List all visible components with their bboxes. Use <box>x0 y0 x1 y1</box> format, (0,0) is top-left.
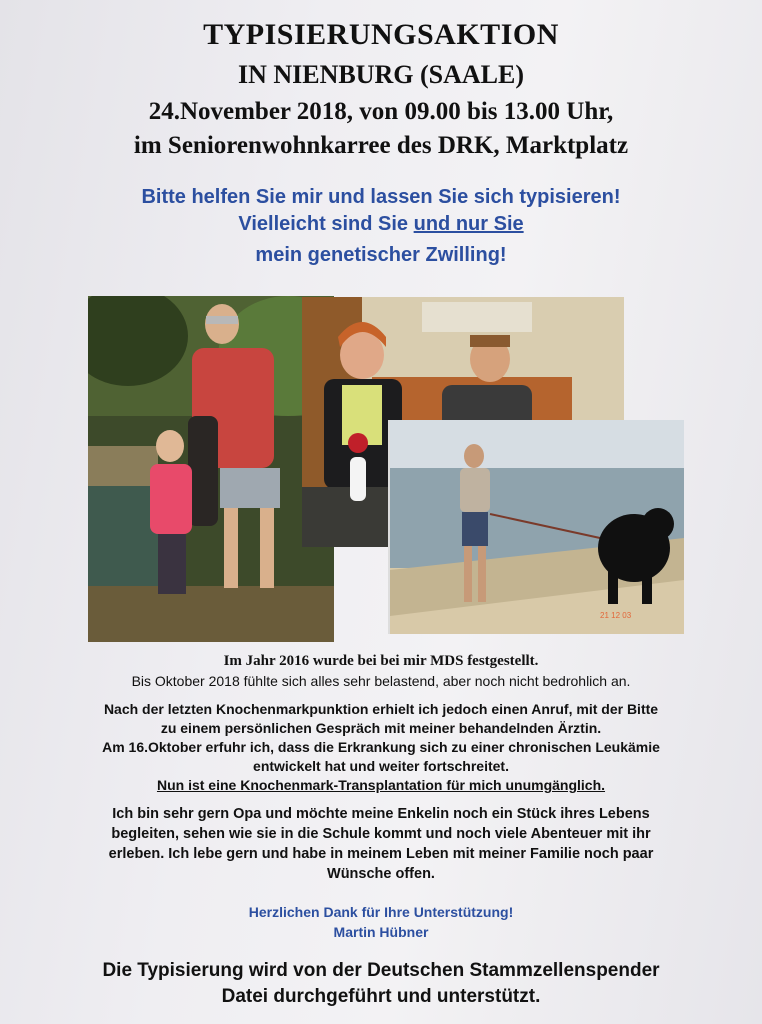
story-p3-line-3: erleben. Ich lebe gern und habe in meinem Leben mit meiner Familie noch paar <box>108 846 654 862</box>
story-p2-line-3: Am 16.Oktober erfuhr ich, dass die Erkrankung sich zu einer chronischen Leukämie <box>102 739 660 755</box>
appeal-line-2 <box>0 213 762 236</box>
photo-beach <box>390 420 684 634</box>
story-line-2: Bis Oktober 2018 fühlte sich alles sehr belastend, aber noch nicht bedrohlich an. <box>131 673 631 689</box>
appeal-line-3: mein genetischer Zwilling! <box>255 244 507 266</box>
closing-line-1: Die Typisierung wird von der Deutschen Stammzellenspender <box>102 960 660 981</box>
story-p2-line-1: Nach der letzten Knochenmarkpunktion erhielt ich jedoch einen Anruf, mit der Bitte <box>103 701 659 717</box>
story-p2-line-2: zu einem persönlichen Gespräch mit meiner behandelnden Ärztin. <box>160 720 602 736</box>
thanks-line: Herzlichen Dank für Ihre Unterstützung! <box>248 904 514 920</box>
photo-garden <box>88 296 334 642</box>
flyer-date: 24.November 2018, von 09.00 bis 13.00 Uhr, <box>148 98 614 125</box>
photo-date-stamp: 21 12 03 <box>600 611 632 620</box>
story-p3-line-1: Ich bin sehr gern Opa und möchte meine Enkelin noch ein Stück ihres Lebens <box>112 806 650 822</box>
story-line-1: Im Jahr 2016 wurde bei bei mir MDS festgestellt. <box>223 653 539 669</box>
appeal-line-2-text: Vielleicht sind Sie <box>238 213 414 235</box>
signature-name: Martin Hübner <box>333 924 429 940</box>
flyer-venue: im Seniorenwohnkarree des DRK, Marktplatz <box>133 132 629 159</box>
closing-line-2: Datei durchgeführt und unterstützt. <box>221 986 541 1007</box>
story-p2-line-4: entwickelt hat und weiter fortschreitet. <box>253 758 509 774</box>
appeal-line-1: Bitte helfen Sie mir und lassen Sie sich typisieren! <box>141 186 621 208</box>
story-paragraph-3 <box>20 804 742 884</box>
appeal-line-2-underlined: und nur Sie <box>413 213 524 235</box>
flyer-title: TYPISIERUNGSAKTION <box>203 18 559 51</box>
flyer-location: IN NIENBURG (SAALE) <box>237 60 525 89</box>
story-p3-line-2: begleiten, sehen wie sie in die Schule kommt und noch viele Abenteuer mit ihr <box>111 826 651 842</box>
story-p3-line-4: Wünsche offen. <box>327 866 435 882</box>
story-transplant-line: Nun ist eine Knochenmark-Transplantation für mich unumgänglich. <box>156 777 606 793</box>
story-paragraph-2 <box>20 700 742 795</box>
